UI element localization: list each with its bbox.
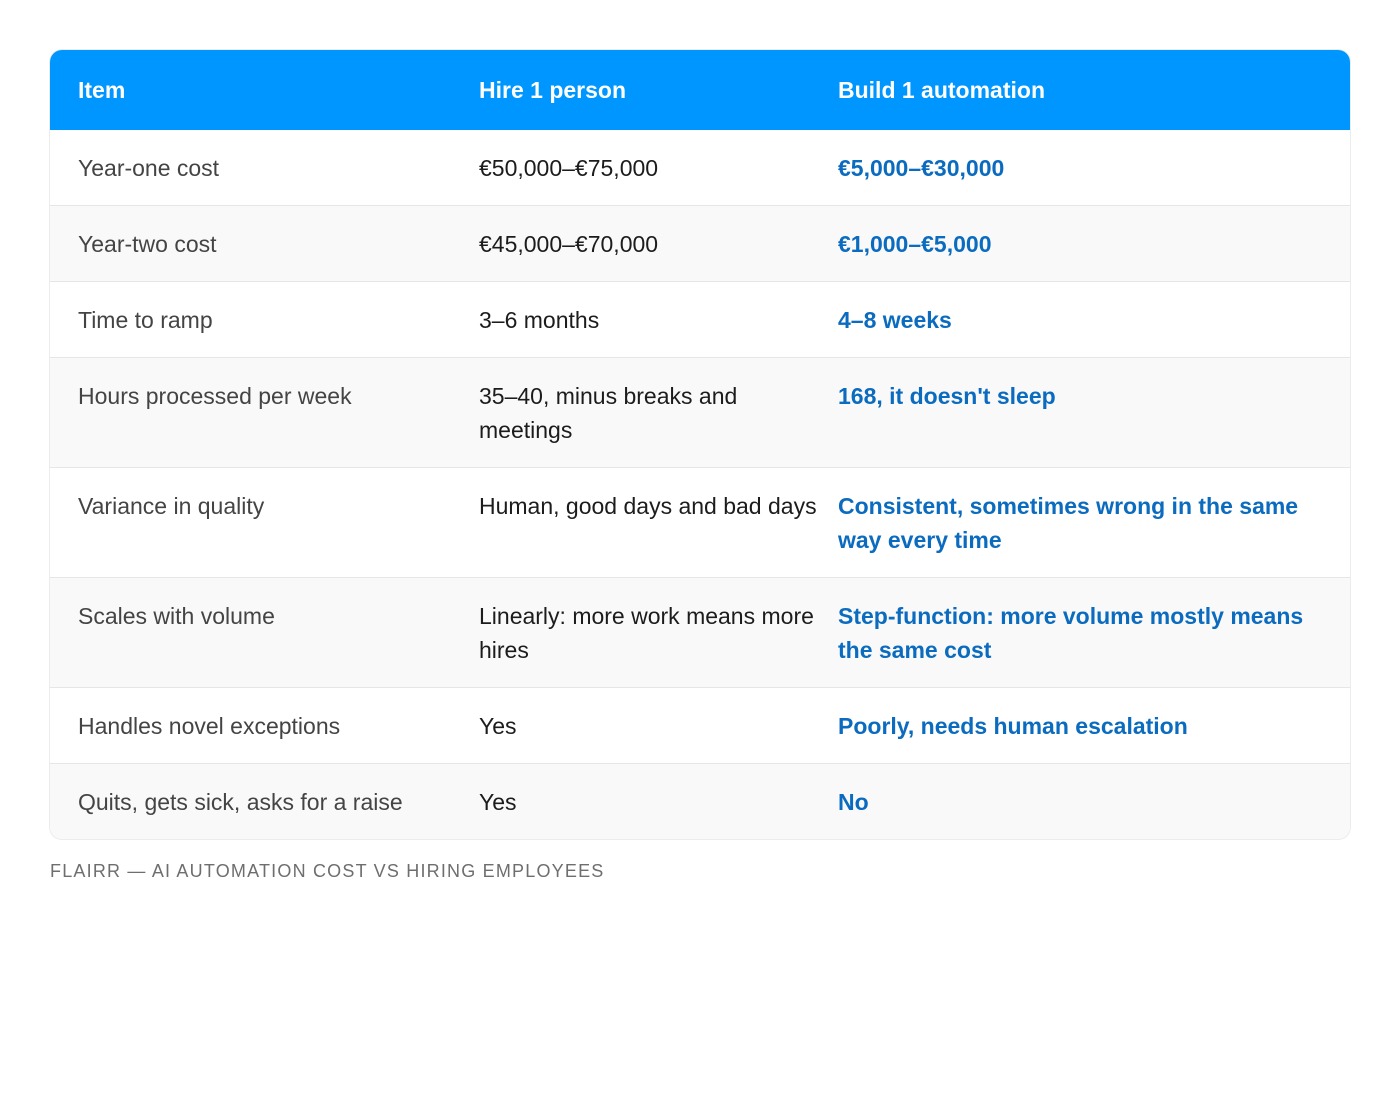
content bbox=[50, 50, 1350, 882]
row-automation-value: Step-function: more volume mostly means the same cost bbox=[838, 603, 1304, 663]
row-automation-value: €1,000–€5,000 bbox=[838, 231, 992, 257]
table-caption: FLAIRR — AI AUTOMATION COST VS HIRING EMPLOYEES bbox=[50, 861, 605, 881]
row-hire-value: Yes bbox=[479, 789, 517, 815]
table-row bbox=[50, 467, 1350, 577]
row-item: Hours processed per week bbox=[78, 383, 352, 409]
row-automation-value: Poorly, needs human escalation bbox=[838, 713, 1188, 739]
row-automation-value: Consistent, sometimes wrong in the same way every time bbox=[838, 493, 1299, 553]
header-build-automation: Build 1 automation bbox=[838, 76, 1045, 103]
row-hire-value: €45,000–€70,000 bbox=[479, 231, 659, 257]
table-row bbox=[50, 130, 1350, 205]
row-hire-value: Linearly: more work means more hires bbox=[479, 603, 814, 663]
row-hire-value: Yes bbox=[479, 713, 517, 739]
row-automation-value: €5,000–€30,000 bbox=[838, 155, 1005, 181]
row-item: Year-two cost bbox=[78, 231, 217, 257]
table-row bbox=[50, 357, 1350, 467]
table-row bbox=[50, 763, 1350, 839]
row-automation-value: 4–8 weeks bbox=[838, 307, 952, 333]
table-row bbox=[50, 577, 1350, 687]
header-item: Item bbox=[78, 76, 126, 103]
table-row bbox=[50, 687, 1350, 763]
row-automation-value: No bbox=[838, 789, 869, 815]
table-row bbox=[50, 281, 1350, 357]
table-row bbox=[50, 205, 1350, 281]
row-hire-value: €50,000–€75,000 bbox=[479, 155, 659, 181]
row-automation-value: 168, it doesn't sleep bbox=[838, 383, 1056, 409]
row-hire-value: Human, good days and bad days bbox=[479, 493, 817, 519]
row-hire-value: 3–6 months bbox=[479, 307, 600, 333]
row-item: Variance in quality bbox=[78, 493, 265, 519]
row-item: Handles novel exceptions bbox=[78, 713, 341, 739]
row-item: Quits, gets sick, asks for a raise bbox=[78, 789, 403, 815]
comparison-table bbox=[50, 50, 1350, 839]
table-header bbox=[50, 50, 1350, 130]
row-item: Year-one cost bbox=[78, 155, 220, 181]
header-hire-person: Hire 1 person bbox=[479, 76, 626, 103]
row-hire-value: 35–40, minus breaks and meetings bbox=[479, 383, 738, 443]
row-item: Time to ramp bbox=[78, 307, 213, 333]
row-item: Scales with volume bbox=[78, 603, 275, 629]
